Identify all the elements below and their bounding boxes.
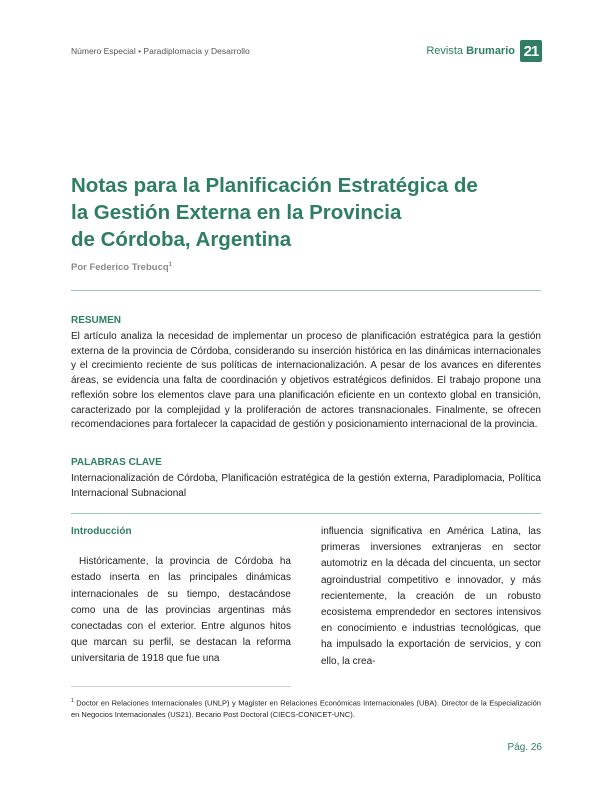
running-header-section: Número Especial • Paradiplomacia y Desarrollo — [71, 46, 250, 56]
journal-brand — [426, 40, 542, 62]
abstract-text: El artículo analiza la necesidad de implementar un proceso de planificación estratégica para la gestión externa de la provincia de Córdoba, considerando su inserción histórica en las dinámicas internacionales y el crecimiento reciente de sus políticas de internacionalización. A pesar de los avances en diferentes áreas, se evidencia una falta de coordinación y objetivos estratégicos definidos. El trabajo propone una reflexión sobre los elementos clave para una planificación eficiente en un contexto global en transición, caracterizado por la complejidad y la proliferación de actores transnacionales. Finalmente, se ofrecen recomendaciones para fortalecer la capacidad de gestión y posicionamiento internacional de la provincia. — [71, 331, 541, 431]
footnote-text: Doctor en Relaciones Internacionales (UNLP) y Magister en Relaciones Económicas Internacionales (UBA). Director de la Especialización en Negocios Internacionales (US21). Becario Post Doctoral (CIECS-CONICET-UNC). — [71, 698, 541, 719]
keywords-text: Internacionalización de Córdoba, Planificación estratégica de la gestión externa, Paradiplomacia, Política Internacional Subnacional — [71, 473, 541, 499]
page-number: Pág. 26 — [507, 742, 542, 753]
body-paragraph: Históricamente, la provincia de Córdoba ha estado inserta en las principales dinámicas internacionales de su tiempo, destacándose como una de las provincias argentinas más conectadas con el exterior. Entre algunos hitos que marcan su perfil, se destacan la reforma universitaria de 1918 que fue una — [71, 556, 291, 665]
body-paragraph: influencia significativa en América Latina, las primeras inversiones extranjeras en sector automotriz en la década del cincuenta, un sector agroindustrial competitivo e innovador, y más recientemente, la creación de un robusto ecosistema emprendedor en sectores intensivos en conocimiento e industrias tecnológicas, que ha impulsado la exportación de servicios, y con ello, la crea- — [321, 526, 541, 667]
author-name: Por Federico Trebucq — [71, 262, 169, 274]
body-column-left — [71, 524, 291, 668]
abstract-heading: RESUMEN — [71, 315, 122, 326]
keywords-heading: PALABRAS CLAVE — [71, 457, 162, 468]
title-line: Notas para la Planificación Estratégica de — [71, 174, 478, 197]
journal-name — [426, 45, 515, 57]
footnote-divider — [71, 686, 291, 687]
title-line: de Córdoba, Argentina — [71, 228, 292, 251]
author-footnote-mark: 1 — [168, 262, 173, 268]
author-byline — [71, 262, 172, 273]
title-line: la Gestión Externa en la Provincia — [71, 201, 402, 224]
body-column-right — [321, 524, 541, 670]
intro-heading: Introducción — [71, 526, 132, 537]
footnote — [71, 696, 541, 720]
article-title — [71, 172, 541, 253]
divider — [71, 290, 541, 291]
divider — [71, 513, 541, 514]
journal-name-bold: Brumario — [466, 45, 515, 57]
journal-name-prefix: Revista — [426, 45, 464, 57]
footnote-mark: 1 — [71, 698, 74, 704]
journal-logo-icon: 21 — [520, 40, 542, 62]
